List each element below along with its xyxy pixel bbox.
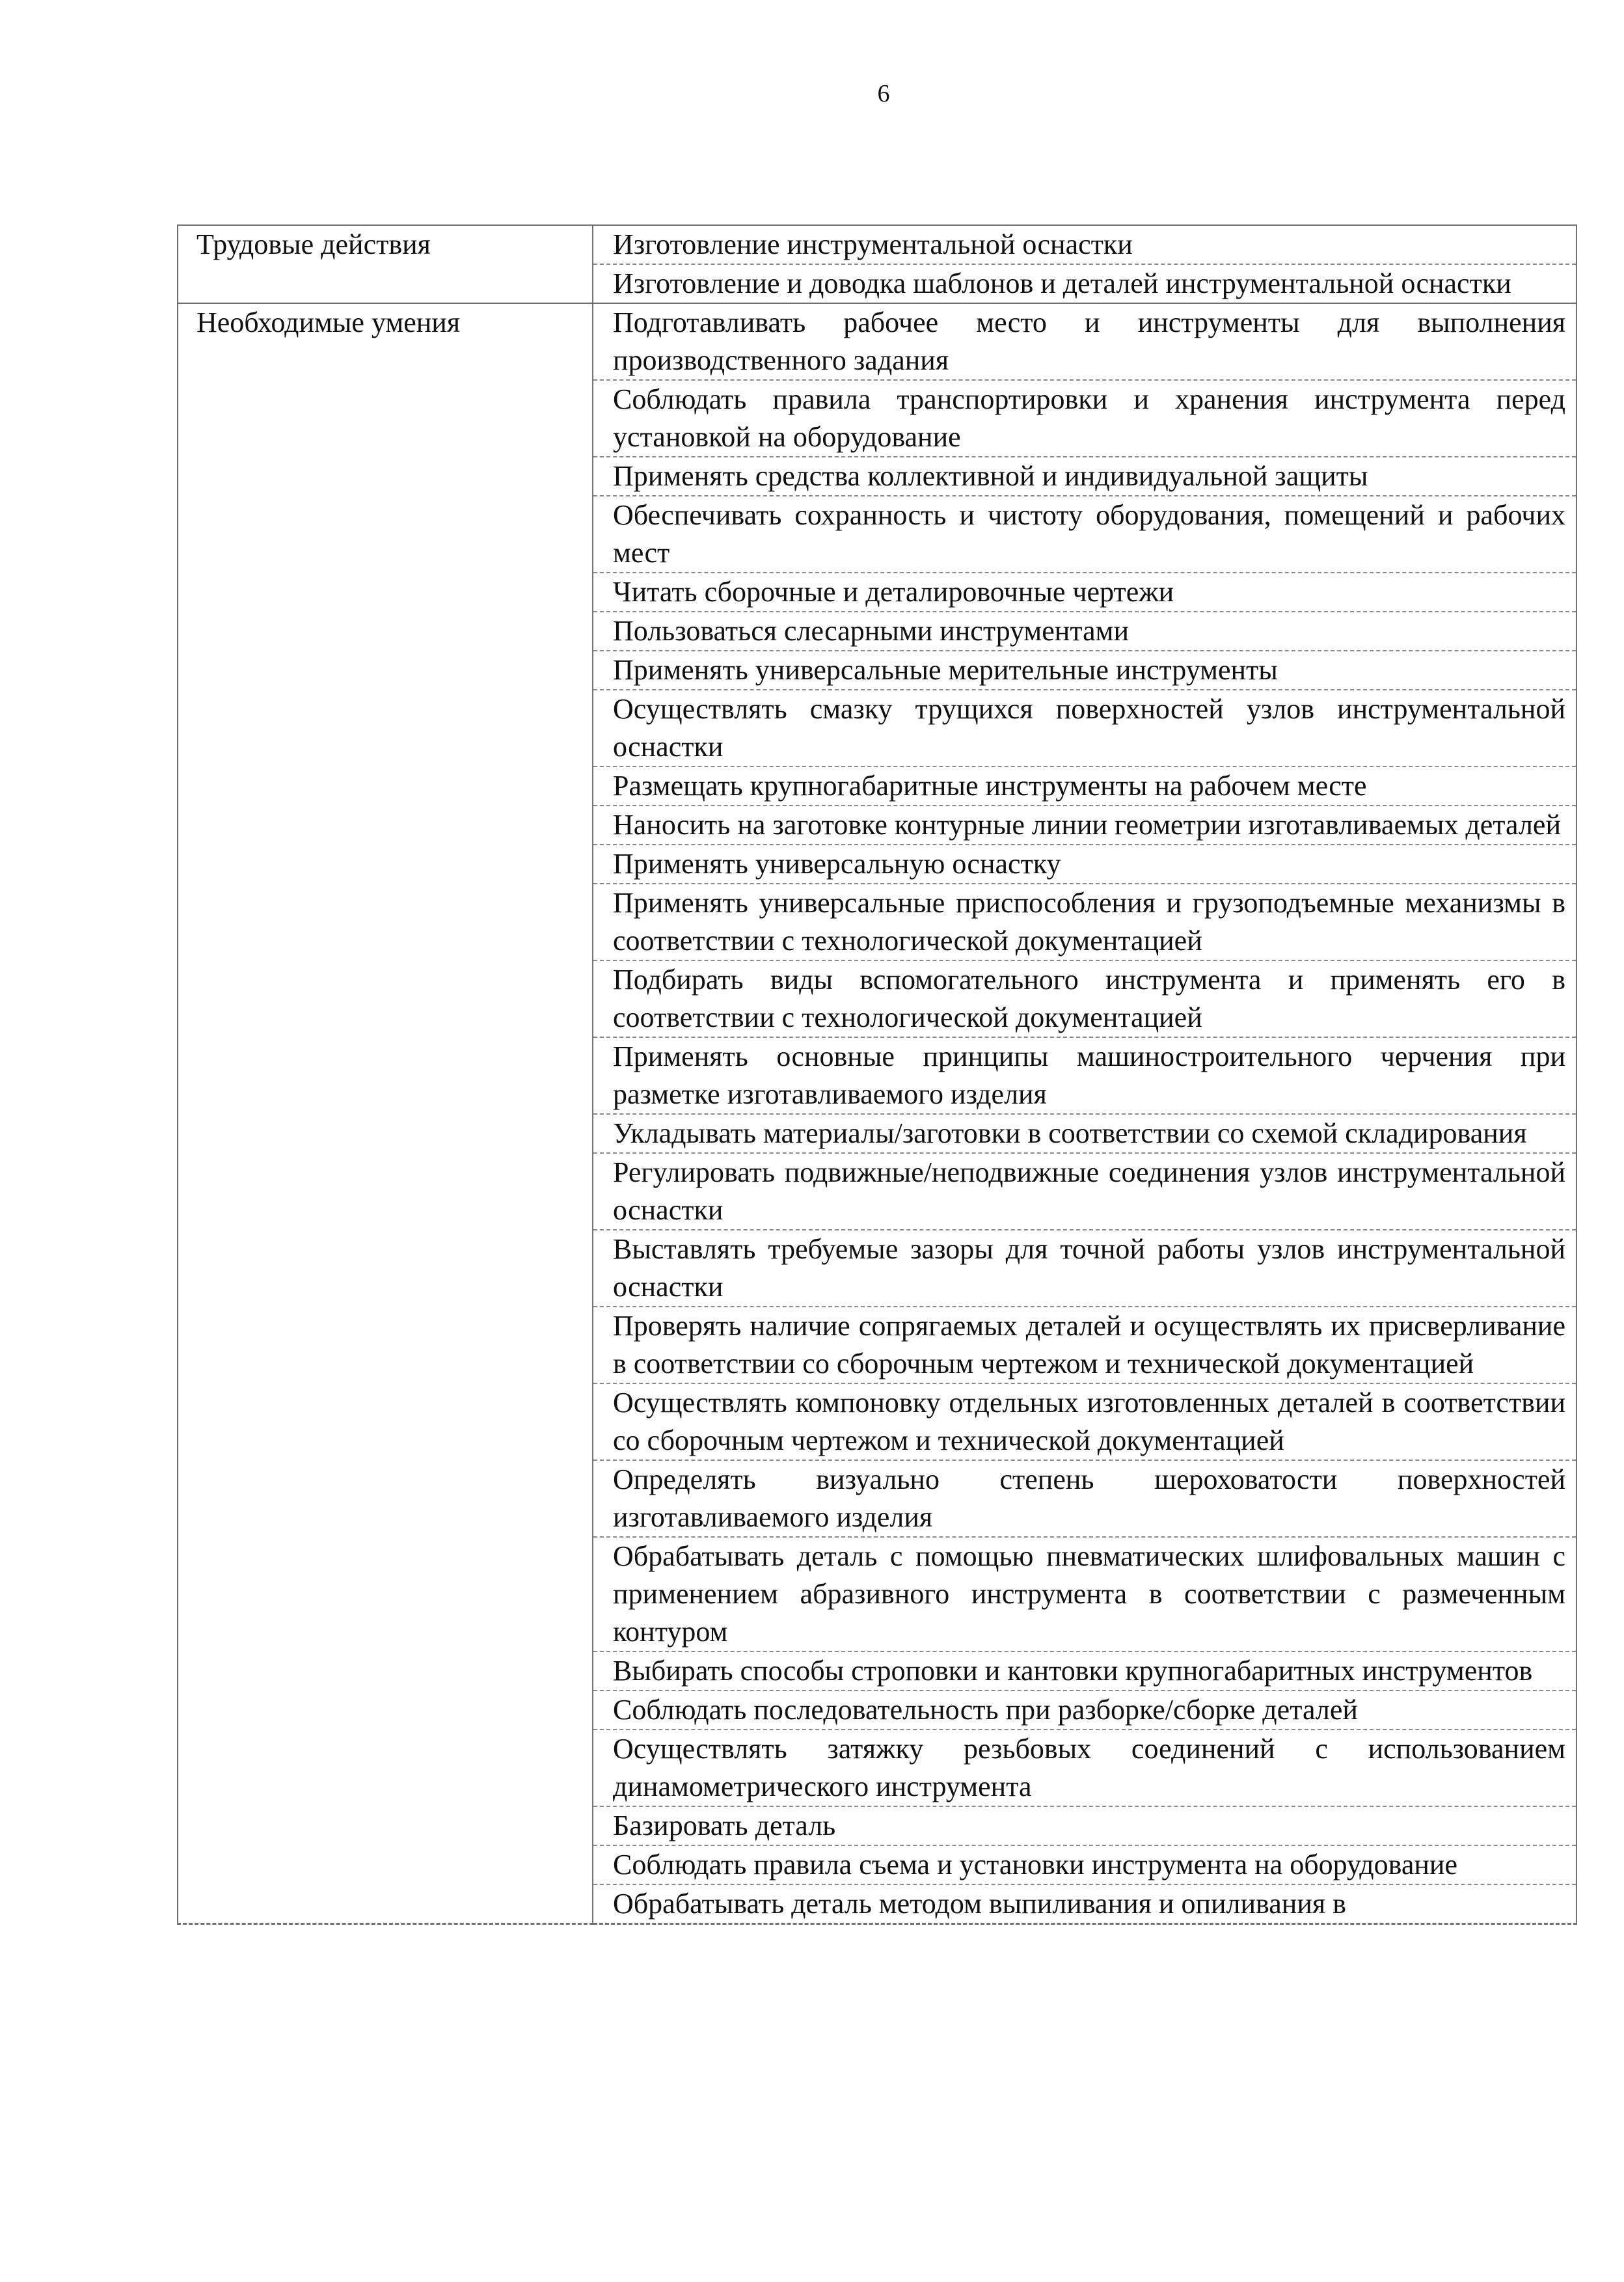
list-item: Выставлять требуемые зазоры для точной работы узлов инструментальной оснастки (593, 1230, 1576, 1307)
list-item: Определять визуально степень шероховатости поверхностей изготавливаемого изделия (593, 1461, 1576, 1538)
list-item: Осуществлять затяжку резьбовых соединений с использованием динамометрического инструмента (593, 1730, 1576, 1807)
list-item: Применять средства коллективной и индивидуальной защиты (593, 457, 1576, 496)
list-item: Регулировать подвижные/неподвижные соединения узлов инструментальной оснастки (593, 1154, 1576, 1230)
list-item: Базировать деталь (593, 1807, 1576, 1846)
row-items-labor-actions (593, 225, 1577, 303)
list-item: Обеспечивать сохранность и чистоту оборудования, помещений и рабочих мест (593, 496, 1576, 573)
list-item: Применять основные принципы машиностроительного черчения при разметке изготавливаемого изделия (593, 1038, 1576, 1115)
row-items-required-skills (593, 303, 1577, 1924)
list-item: Соблюдать правила съема и установки инструмента на оборудование (593, 1846, 1576, 1885)
competency-table (177, 224, 1577, 1925)
list-item: Наносить на заготовке контурные линии геометрии изготавливаемых деталей (593, 806, 1576, 845)
list-item: Осуществлять смазку трущихся поверхностей узлов инструментальной оснастки (593, 690, 1576, 767)
list-item: Пользоваться слесарными инструментами (593, 612, 1576, 651)
list-item: Обрабатывать деталь методом выпиливания и опиливания в (613, 1888, 1346, 1920)
row-label-labor-actions: Трудовые действия (178, 225, 593, 303)
list-item: Выбирать способы строповки и кантовки крупногабаритных инструментов (593, 1652, 1576, 1691)
list-item: Обрабатывать деталь с помощью пневматических шлифовальных машин с применением абразивного инструмента в соответствии с размеченным контуром (593, 1538, 1576, 1652)
table-row-labor-actions (178, 225, 1577, 303)
list-item: Применять универсальную оснастку (593, 845, 1576, 884)
list-item: Соблюдать правила транспортировки и хранения инструмента перед установкой на оборудование (593, 381, 1576, 457)
page-number: 6 (877, 80, 890, 107)
list-item: Изготовление и доводка шаблонов и деталей инструментальной оснастки (613, 267, 1511, 299)
list-item: Изготовление инструментальной оснастки (593, 226, 1576, 265)
table-row-required-skills (178, 303, 1577, 1924)
list-item: Подбирать виды вспомогательного инструмента и применять его в соответствии с технологической документацией (593, 961, 1576, 1038)
list-item: Соблюдать последовательность при разборке/сборке деталей (593, 1691, 1576, 1730)
list-item: Проверять наличие сопрягаемых деталей и осуществлять их присверливание в соответствии со сборочным чертежом и технической документацией (593, 1307, 1576, 1384)
list-item: Читать сборочные и деталировочные чертежи (593, 573, 1576, 612)
list-item: Осуществлять компоновку отдельных изготовленных деталей в соответствии со сборочным чертежом и технической документацией (593, 1384, 1576, 1461)
list-item: Подготавливать рабочее место и инструменты для выполнения производственного задания (593, 304, 1576, 381)
list-item: Применять универсальные приспособления и грузоподъемные механизмы в соответствии с технологической документацией (593, 884, 1576, 961)
row-label-required-skills: Необходимые умения (178, 303, 593, 1924)
list-item: Размещать крупногабаритные инструменты на рабочем месте (593, 767, 1576, 806)
list-item: Применять универсальные мерительные инструменты (593, 651, 1576, 690)
list-item: Укладывать материалы/заготовки в соответствии со схемой складирования (593, 1115, 1576, 1154)
